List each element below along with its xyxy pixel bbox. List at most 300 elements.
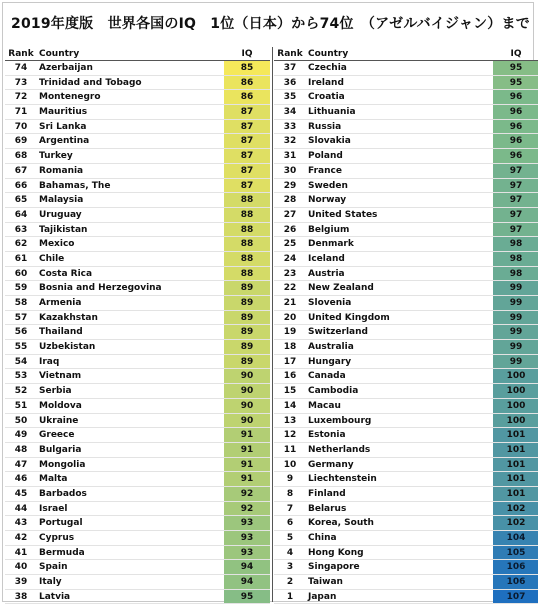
table-row xyxy=(274,458,538,473)
iq-cell: 89 xyxy=(224,340,270,354)
table-row xyxy=(274,325,538,340)
rank-cell: 41 xyxy=(14,547,28,558)
country-cell: Vietnam xyxy=(39,371,82,382)
iq-cell: 100 xyxy=(493,414,538,428)
rank-cell: 32 xyxy=(283,136,297,147)
rank-cell: 64 xyxy=(14,209,28,220)
rank-cell: 16 xyxy=(283,371,297,382)
rank-cell: 46 xyxy=(14,474,28,485)
country-cell: Armenia xyxy=(39,298,82,308)
table-row xyxy=(274,575,538,590)
iq-cell: 89 xyxy=(224,311,270,325)
rank-cell: 37 xyxy=(283,63,297,73)
rank-cell: 44 xyxy=(14,503,28,514)
country-cell: Iraq xyxy=(39,356,60,367)
iq-cell: 95 xyxy=(493,61,538,75)
rank-cell: 73 xyxy=(14,77,28,88)
rank-cell: 31 xyxy=(283,151,297,162)
country-cell: Azerbaijan xyxy=(39,63,93,73)
iq-cell: 85 xyxy=(224,61,270,75)
rank-cell: 42 xyxy=(14,533,28,543)
right-table-header xyxy=(274,47,538,61)
iq-cell: 100 xyxy=(493,384,538,398)
rank-cell: 27 xyxy=(283,209,297,220)
country-cell: Mexico xyxy=(39,239,75,250)
table-row xyxy=(5,134,270,149)
rank-cell: 62 xyxy=(14,239,28,250)
rank-cell: 2 xyxy=(286,577,294,588)
iq-cell: 90 xyxy=(224,414,270,428)
country-cell: Luxembourg xyxy=(308,415,372,426)
table-row xyxy=(274,384,538,399)
country-cell: Chile xyxy=(39,253,65,264)
table-row xyxy=(274,237,538,252)
table-row xyxy=(274,179,538,194)
table-row xyxy=(274,223,538,238)
rank-cell: 9 xyxy=(286,474,294,485)
iq-cell: 102 xyxy=(493,516,538,530)
country-cell: Korea, South xyxy=(308,518,374,529)
country-cell: Mongolia xyxy=(39,459,86,470)
rank-cell: 57 xyxy=(14,312,28,323)
country-cell: Belgium xyxy=(308,224,350,235)
table-row xyxy=(5,384,270,399)
table-row xyxy=(5,546,270,561)
rank-cell: 58 xyxy=(14,298,28,308)
table-row xyxy=(274,340,538,355)
table-row xyxy=(5,281,270,296)
country-cell: Germany xyxy=(308,459,354,470)
iq-cell: 92 xyxy=(224,502,270,516)
page-frame xyxy=(2,2,534,602)
rank-cell: 36 xyxy=(283,77,297,88)
right-table-body xyxy=(274,61,538,604)
country-cell: Finland xyxy=(308,488,346,499)
table-row xyxy=(5,193,270,208)
rank-cell: 49 xyxy=(14,430,28,441)
country-cell: Moldova xyxy=(39,400,82,411)
iq-cell: 100 xyxy=(493,369,538,383)
country-cell: Russia xyxy=(308,121,342,132)
table-row xyxy=(5,399,270,414)
rank-cell: 1 xyxy=(286,591,294,602)
country-cell: Uzbekistan xyxy=(39,342,96,353)
iq-cell: 87 xyxy=(224,179,270,193)
country-cell: France xyxy=(308,165,342,176)
country-cell: Iceland xyxy=(308,253,345,264)
rank-cell: 22 xyxy=(283,283,297,294)
rank-cell: 7 xyxy=(286,503,294,514)
table-row xyxy=(5,208,270,223)
rank-cell: 4 xyxy=(286,547,294,558)
table-row xyxy=(5,120,270,135)
rank-cell: 6 xyxy=(286,518,294,529)
country-cell: Estonia xyxy=(308,430,346,441)
table-row xyxy=(5,531,270,546)
rank-cell: 51 xyxy=(14,400,28,411)
country-cell: Czechia xyxy=(308,63,347,73)
country-cell: Australia xyxy=(308,342,354,353)
country-cell: Greece xyxy=(39,430,75,441)
rank-cell: 39 xyxy=(14,577,28,588)
rank-cell: 13 xyxy=(283,415,297,426)
table-row xyxy=(5,340,270,355)
country-cell: Tajikistan xyxy=(39,224,88,235)
iq-cell: 96 xyxy=(493,134,538,148)
iq-cell: 88 xyxy=(224,193,270,207)
table-row xyxy=(5,149,270,164)
table-row xyxy=(5,252,270,267)
table-row xyxy=(274,516,538,531)
iq-cell: 91 xyxy=(224,428,270,442)
iq-cell: 96 xyxy=(493,105,538,119)
table-row xyxy=(5,428,270,443)
iq-cell: 106 xyxy=(493,575,538,589)
country-cell: Argentina xyxy=(39,136,90,147)
rank-cell: 11 xyxy=(283,444,297,455)
iq-cell: 101 xyxy=(493,472,538,486)
iq-cell: 105 xyxy=(493,546,538,560)
country-cell: Kazakhstan xyxy=(39,312,98,323)
iq-cell: 99 xyxy=(493,311,538,325)
iq-cell: 96 xyxy=(493,120,538,134)
table-row xyxy=(5,443,270,458)
iq-cell: 107 xyxy=(493,590,538,604)
rank-cell: 70 xyxy=(14,121,28,132)
iq-cell: 88 xyxy=(224,237,270,251)
iq-cell: 87 xyxy=(224,134,270,148)
table-row xyxy=(5,458,270,473)
iq-cell: 86 xyxy=(224,76,270,90)
rank-cell: 29 xyxy=(283,180,297,191)
country-cell: Switzerland xyxy=(308,327,368,338)
rank-cell: 43 xyxy=(14,518,28,529)
table-row xyxy=(5,311,270,326)
country-cell: Canada xyxy=(308,371,346,382)
country-cell: Belarus xyxy=(308,503,347,514)
table-row xyxy=(274,267,538,282)
country-cell: Bermuda xyxy=(39,547,85,558)
rank-cell: 74 xyxy=(14,63,28,73)
iq-cell: 89 xyxy=(224,355,270,369)
rank-cell: 34 xyxy=(283,107,297,118)
country-cell: Poland xyxy=(308,151,343,162)
rank-cell: 54 xyxy=(14,356,28,367)
country-cell: Slovakia xyxy=(308,136,351,147)
iq-cell: 91 xyxy=(224,458,270,472)
left-table xyxy=(5,47,270,604)
iq-cell: 97 xyxy=(493,179,538,193)
country-cell: Serbia xyxy=(39,386,72,397)
rank-cell: 48 xyxy=(14,444,28,455)
right-table xyxy=(274,47,538,604)
iq-cell: 92 xyxy=(224,487,270,501)
iq-cell: 96 xyxy=(493,149,538,163)
iq-cell: 89 xyxy=(224,325,270,339)
country-cell: Netherlands xyxy=(308,444,371,455)
country-cell: Romania xyxy=(39,165,84,176)
rank-cell: 67 xyxy=(14,165,28,176)
rank-cell: 50 xyxy=(14,415,28,426)
country-cell: Slovenia xyxy=(308,298,352,308)
table-row xyxy=(274,560,538,575)
country-cell: Macau xyxy=(308,400,341,411)
iq-cell: 90 xyxy=(224,369,270,383)
rank-cell: 33 xyxy=(283,121,297,132)
iq-cell: 88 xyxy=(224,223,270,237)
rank-cell: 55 xyxy=(14,342,28,353)
rank-cell: 38 xyxy=(14,591,28,602)
table-row xyxy=(5,472,270,487)
left-table-header xyxy=(5,47,270,61)
country-cell: Norway xyxy=(308,195,347,206)
rank-cell: 61 xyxy=(14,253,28,264)
table-row xyxy=(274,134,538,149)
rank-cell: 25 xyxy=(283,239,297,250)
header-rank: Rank xyxy=(8,49,34,59)
table-row xyxy=(5,502,270,517)
table-row xyxy=(274,487,538,502)
rank-cell: 63 xyxy=(14,224,28,235)
country-cell: Spain xyxy=(39,562,68,573)
country-cell: Italy xyxy=(39,577,62,588)
header-country: Country xyxy=(39,49,80,59)
table-row xyxy=(274,149,538,164)
table-row xyxy=(274,369,538,384)
table-row xyxy=(5,223,270,238)
country-cell: Mauritius xyxy=(39,107,88,118)
country-cell: Barbados xyxy=(39,488,87,499)
iq-cell: 87 xyxy=(224,120,270,134)
table-row xyxy=(274,120,538,135)
country-cell: Lithuania xyxy=(308,107,356,118)
table-row xyxy=(5,267,270,282)
country-cell: Hong Kong xyxy=(308,547,364,558)
country-cell: Costa Rica xyxy=(39,268,93,279)
table-row xyxy=(274,281,538,296)
rank-cell: 53 xyxy=(14,371,28,382)
iq-cell: 97 xyxy=(493,164,538,178)
rank-cell: 3 xyxy=(286,562,294,573)
table-row xyxy=(274,546,538,561)
country-cell: Bulgaria xyxy=(39,444,82,455)
iq-cell: 94 xyxy=(224,560,270,574)
country-cell: China xyxy=(308,533,337,543)
country-cell: Turkey xyxy=(39,151,73,162)
table-row xyxy=(274,590,538,605)
rank-cell: 19 xyxy=(283,327,297,338)
iq-cell: 96 xyxy=(493,90,538,104)
country-cell: Malaysia xyxy=(39,195,84,206)
rank-cell: 12 xyxy=(283,430,297,441)
rank-cell: 14 xyxy=(283,400,297,411)
iq-cell: 91 xyxy=(224,443,270,457)
iq-cell: 99 xyxy=(493,281,538,295)
rank-cell: 52 xyxy=(14,386,28,397)
table-row xyxy=(5,90,270,105)
iq-cell: 98 xyxy=(493,267,538,281)
left-table-body xyxy=(5,61,270,604)
country-cell: Denmark xyxy=(308,239,354,250)
table-row xyxy=(274,443,538,458)
table-row xyxy=(5,325,270,340)
iq-cell: 87 xyxy=(224,149,270,163)
iq-cell: 87 xyxy=(224,164,270,178)
rank-cell: 47 xyxy=(14,459,28,470)
rank-cell: 23 xyxy=(283,268,297,279)
iq-cell: 100 xyxy=(493,399,538,413)
table-row xyxy=(274,76,538,91)
country-cell: Uruguay xyxy=(39,209,82,220)
iq-cell: 95 xyxy=(224,590,270,604)
country-cell: New Zealand xyxy=(308,283,374,294)
iq-cell: 97 xyxy=(493,208,538,222)
table-row xyxy=(5,76,270,91)
table-row xyxy=(5,414,270,429)
table-row xyxy=(274,531,538,546)
iq-cell: 93 xyxy=(224,546,270,560)
country-cell: Malta xyxy=(39,474,68,485)
table-row xyxy=(5,560,270,575)
country-cell: United States xyxy=(308,209,378,220)
country-cell: Taiwan xyxy=(308,577,343,588)
table-row xyxy=(5,369,270,384)
country-cell: Bahamas, The xyxy=(39,180,111,191)
iq-cell: 102 xyxy=(493,502,538,516)
country-cell: Cambodia xyxy=(308,386,359,397)
country-cell: Croatia xyxy=(308,92,345,103)
table-row xyxy=(5,516,270,531)
table-row xyxy=(274,105,538,120)
iq-cell: 98 xyxy=(493,252,538,266)
country-cell: Liechtenstein xyxy=(308,474,377,485)
table-row xyxy=(274,164,538,179)
rank-cell: 28 xyxy=(283,195,297,206)
rank-cell: 26 xyxy=(283,224,297,235)
rank-cell: 24 xyxy=(283,253,297,264)
table-row xyxy=(5,575,270,590)
country-cell: Cyprus xyxy=(39,533,75,543)
iq-cell: 91 xyxy=(224,472,270,486)
iq-cell: 89 xyxy=(224,281,270,295)
country-cell: Thailand xyxy=(39,327,83,338)
iq-cell: 101 xyxy=(493,428,538,442)
table-row xyxy=(274,414,538,429)
rank-cell: 17 xyxy=(283,356,297,367)
rank-cell: 10 xyxy=(283,459,297,470)
header-iq: IQ xyxy=(510,49,522,59)
country-cell: Israel xyxy=(39,503,68,514)
country-cell: Japan xyxy=(308,591,337,602)
iq-cell: 88 xyxy=(224,252,270,266)
rank-cell: 20 xyxy=(283,312,297,323)
table-row xyxy=(274,90,538,105)
rank-cell: 71 xyxy=(14,107,28,118)
table-row xyxy=(274,61,538,76)
country-cell: Montenegro xyxy=(39,92,101,103)
table-row xyxy=(5,487,270,502)
table-row xyxy=(274,252,538,267)
header-iq: IQ xyxy=(241,49,253,59)
table-row xyxy=(5,355,270,370)
rank-cell: 65 xyxy=(14,195,28,206)
country-cell: Ukraine xyxy=(39,415,79,426)
table-row xyxy=(274,399,538,414)
country-cell: Portugal xyxy=(39,518,83,529)
table-divider xyxy=(272,47,273,602)
iq-cell: 99 xyxy=(493,340,538,354)
iq-cell: 88 xyxy=(224,208,270,222)
rank-cell: 56 xyxy=(14,327,28,338)
table-row xyxy=(5,105,270,120)
iq-cell: 99 xyxy=(493,296,538,310)
iq-cell: 106 xyxy=(493,560,538,574)
iq-cell: 101 xyxy=(493,487,538,501)
iq-cell: 101 xyxy=(493,443,538,457)
country-cell: United Kingdom xyxy=(308,312,390,323)
iq-cell: 95 xyxy=(493,76,538,90)
rank-cell: 18 xyxy=(283,342,297,353)
rank-cell: 21 xyxy=(283,298,297,308)
country-cell: Bosnia and Herzegovina xyxy=(39,283,162,294)
rank-cell: 15 xyxy=(283,386,297,397)
rank-cell: 40 xyxy=(14,562,28,573)
table-row xyxy=(274,193,538,208)
table-row xyxy=(274,311,538,326)
country-cell: Austria xyxy=(308,268,345,279)
table-row xyxy=(5,179,270,194)
table-row xyxy=(274,502,538,517)
iq-cell: 104 xyxy=(493,531,538,545)
table-row xyxy=(5,296,270,311)
rank-cell: 8 xyxy=(286,488,294,499)
rank-cell: 69 xyxy=(14,136,28,147)
rank-cell: 35 xyxy=(283,92,297,103)
table-row xyxy=(274,428,538,443)
table-row xyxy=(5,164,270,179)
table-row xyxy=(274,355,538,370)
country-cell: Sweden xyxy=(308,180,348,191)
iq-cell: 86 xyxy=(224,90,270,104)
iq-cell: 93 xyxy=(224,531,270,545)
table-row xyxy=(274,296,538,311)
country-cell: Ireland xyxy=(308,77,344,88)
iq-cell: 98 xyxy=(493,237,538,251)
iq-cell: 97 xyxy=(493,223,538,237)
rank-cell: 72 xyxy=(14,92,28,103)
iq-cell: 89 xyxy=(224,296,270,310)
page-title: 2019年度版 世界各国のIQ 1位（日本）から74位 （アゼルバイジャン）まで xyxy=(11,16,530,32)
country-cell: Singapore xyxy=(308,562,360,573)
header-rank: Rank xyxy=(277,49,303,59)
rank-cell: 66 xyxy=(14,180,28,191)
rank-cell: 45 xyxy=(14,488,28,499)
iq-cell: 97 xyxy=(493,193,538,207)
rank-cell: 60 xyxy=(14,268,28,279)
table-row xyxy=(5,237,270,252)
country-cell: Sri Lanka xyxy=(39,121,87,132)
iq-cell: 93 xyxy=(224,516,270,530)
iq-cell: 99 xyxy=(493,325,538,339)
iq-cell: 101 xyxy=(493,458,538,472)
country-cell: Latvia xyxy=(39,591,71,602)
iq-cell: 90 xyxy=(224,384,270,398)
rank-cell: 59 xyxy=(14,283,28,294)
iq-cell: 99 xyxy=(493,355,538,369)
header-country: Country xyxy=(308,49,349,59)
iq-cell: 94 xyxy=(224,575,270,589)
table-row xyxy=(274,472,538,487)
